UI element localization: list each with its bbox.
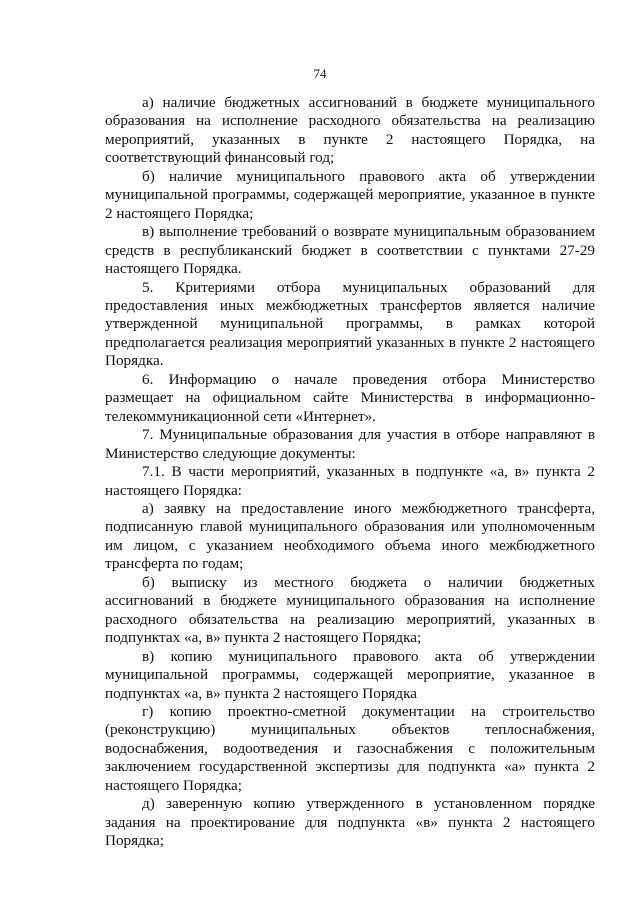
paragraph-g-design-documentation: г) копию проектно-сметной документации на строительство (реконструкцию) муниципальных объектов теплоснабжения, водоснабжения, водоотведения и газоснабжения с положительным заключением государственной экспертизы для подпункта «а» пункта 2 настоящего Порядка; <box>105 702 595 794</box>
paragraph-7-1-activities: 7.1. В части мероприятий, указанных в подпункте «а, в» пункта 2 настоящего Порядка: <box>105 463 595 499</box>
paragraph-a-application: а) заявку на предоставление иного межбюджетного трансферта, подписанную главой муниципального образования или уполномоченным им лицом, с указанием необходимого объема иного межбюджетного трансферта по годам; <box>105 499 595 573</box>
paragraph-d-design-assignment: д) заверенную копию утвержденного в установленном порядке задания на проектирование для подпункта «в» пункта 2 настоящего Порядка; <box>105 795 595 850</box>
document-body <box>105 94 595 851</box>
paragraph-a-budget-allocations: а) наличие бюджетных ассигнований в бюджете муниципального образования на исполнение расходного обязательства на реализацию мероприятий, указанных в пункте 2 настоящего Порядка, на соответствующий финансовый год; <box>105 94 595 167</box>
paragraph-6-selection-notice: 6. Информацию о начале проведения отбора Министерство размещает на официальном сайте Министерства в информационно-телекоммуникационной сети «Интернет». <box>105 370 595 425</box>
paragraph-5-selection-criteria: 5. Критериями отбора муниципальных образований для предоставления иных межбюджетных трансфертов является наличие утвержденной муниципальной программы, в рамках которой предполагается реализация мероприятий указанных в пункте 2 настоящего Порядка. <box>105 278 595 370</box>
page-number: 74 <box>313 66 327 81</box>
paragraph-b-legal-act: б) наличие муниципального правового акта об утверждении муниципальной программы, содержащей мероприятие, указанное в пункте 2 настоящего Порядка; <box>105 167 595 222</box>
paragraph-v-program-copy: в) копию муниципального правового акта об утверждении муниципальной программы, содержащей мероприятие, указанное в подпунктах «а, в» пункта 2 настоящего Порядка <box>105 647 595 702</box>
paragraph-v-refund-requirements: в) выполнение требований о возврате муниципальным образованием средств в республиканский бюджет в соответствии с пунктами 27-29 настоящего Порядка. <box>105 223 595 278</box>
paragraph-b-budget-extract: б) выписку из местного бюджета о наличии бюджетных ассигнований в бюджете муниципального образования на исполнение расходного обязательства на реализацию мероприятий, указанных в подпунктах «а, в» пункта 2 настоящего Порядка; <box>105 573 595 647</box>
paragraph-7-documents: 7. Муниципальные образования для участия в отборе направляют в Министерство следующие документы: <box>105 426 595 462</box>
